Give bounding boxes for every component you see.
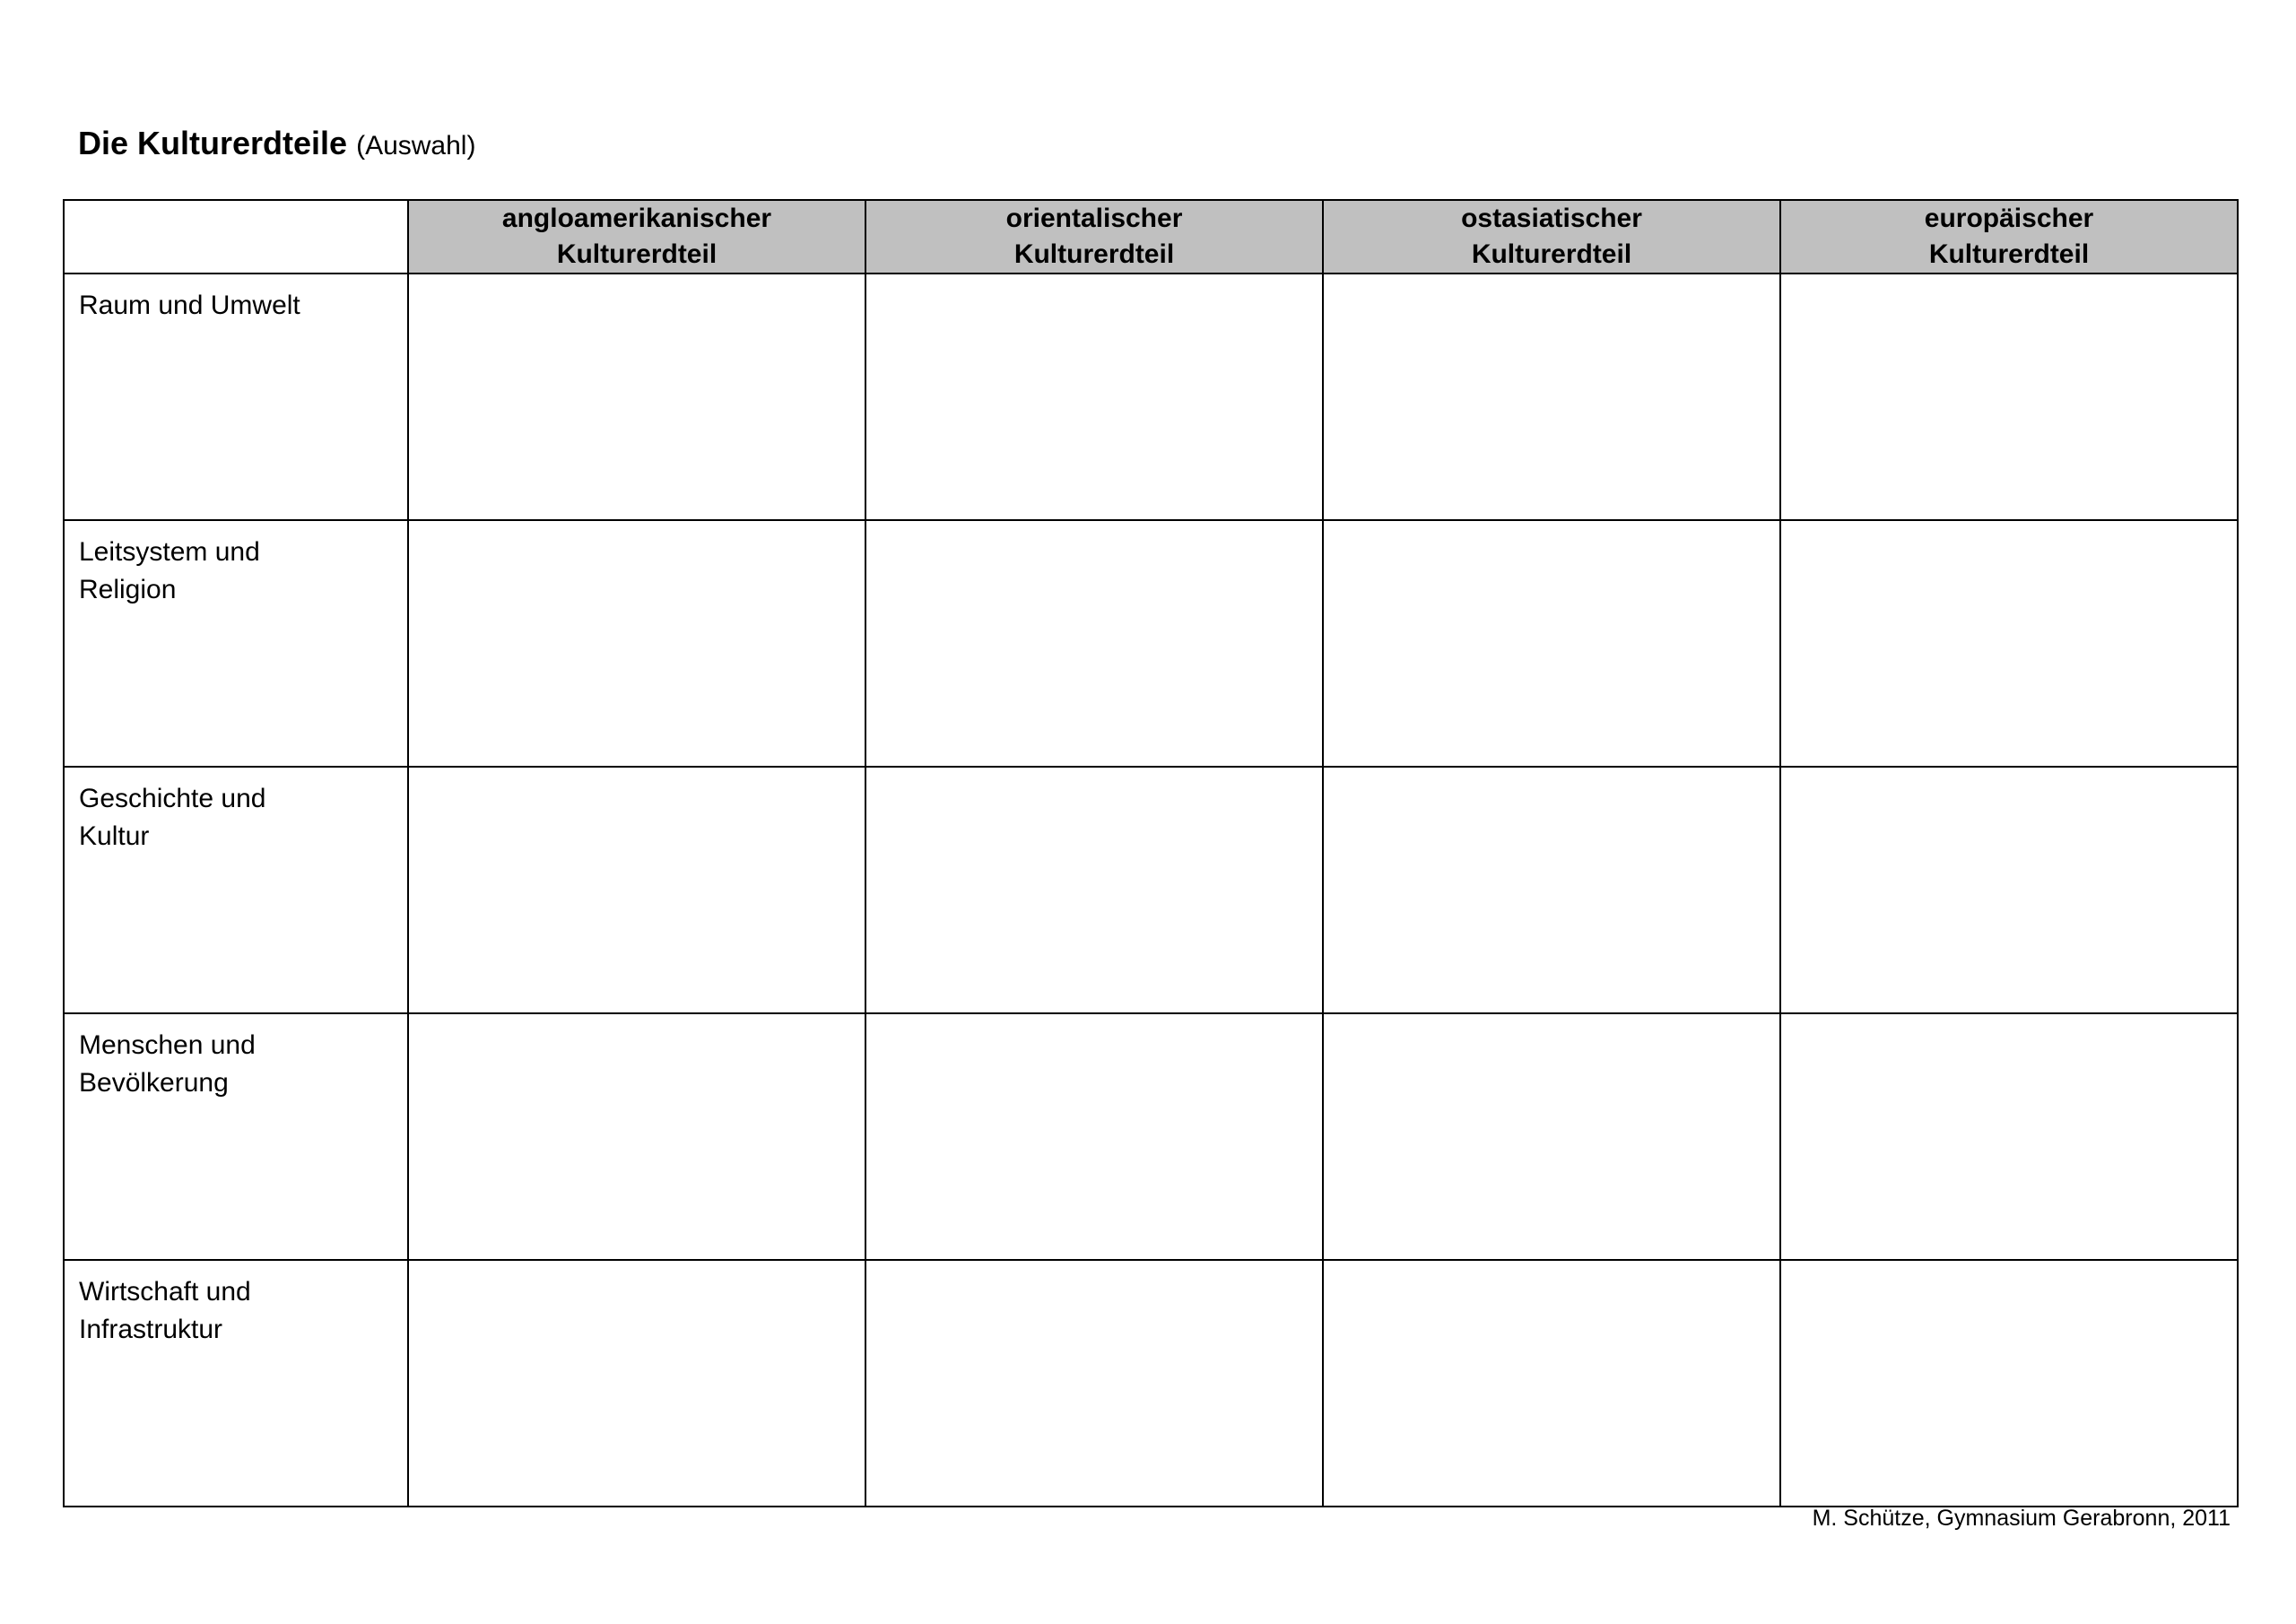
row-header-label: Menschen und Bevölkerung <box>79 1030 256 1098</box>
empty-answer-cell <box>865 1013 1323 1260</box>
column-header-label: europäischer Kulturerdteil <box>1924 204 2094 269</box>
empty-answer-cell <box>865 1260 1323 1507</box>
row-header <box>64 767 408 1013</box>
empty-answer-cell <box>1780 767 2238 1013</box>
empty-answer-cell <box>1323 520 1780 767</box>
table-row <box>64 767 2238 1013</box>
empty-answer-cell <box>408 1013 865 1260</box>
row-header <box>64 1260 408 1507</box>
column-header <box>408 200 865 274</box>
column-header <box>1323 200 1780 274</box>
empty-answer-cell <box>1323 1013 1780 1260</box>
page-title <box>78 118 475 171</box>
row-header-label: Geschichte und Kultur <box>79 784 266 851</box>
table-row <box>64 1013 2238 1260</box>
empty-answer-cell <box>865 274 1323 520</box>
empty-answer-cell <box>1780 520 2238 767</box>
empty-answer-cell <box>1780 1260 2238 1507</box>
page-title-sub: (Auswahl) <box>356 131 476 161</box>
column-header <box>1780 200 2238 274</box>
row-header <box>64 1013 408 1260</box>
column-header-label: orientalischer Kulturerdteil <box>1005 204 1183 269</box>
empty-answer-cell <box>865 520 1323 767</box>
empty-answer-cell <box>865 767 1323 1013</box>
row-header <box>64 520 408 767</box>
table-row <box>64 274 2238 520</box>
empty-answer-cell <box>1780 274 2238 520</box>
row-header-label: Leitsystem und Religion <box>79 537 260 604</box>
row-header <box>64 274 408 520</box>
column-header-label: ostasiatischer Kulturerdteil <box>1461 204 1642 269</box>
page-title-main: Die Kulturerdteile <box>78 125 348 161</box>
column-header-label: angloamerikanischer Kulturerdteil <box>501 204 772 269</box>
footer-credit: M. Schütze, Gymnasium Gerabronn, 2011 <box>1812 1506 2231 1531</box>
empty-answer-cell <box>1323 274 1780 520</box>
table-corner-cell <box>64 200 408 274</box>
table-row <box>64 520 2238 767</box>
empty-answer-cell <box>1323 767 1780 1013</box>
table-header-row <box>64 200 2238 274</box>
table-row <box>64 1260 2238 1507</box>
empty-answer-cell <box>408 1260 865 1507</box>
row-header-label: Raum und Umwelt <box>79 291 300 320</box>
empty-answer-cell <box>1323 1260 1780 1507</box>
empty-answer-cell <box>1780 1013 2238 1260</box>
empty-answer-cell <box>408 767 865 1013</box>
column-header <box>865 200 1323 274</box>
empty-answer-cell <box>408 274 865 520</box>
row-header-label: Wirtschaft und Infrastruktur <box>79 1277 251 1344</box>
empty-answer-cell <box>408 520 865 767</box>
kulturerdteile-table <box>63 199 2239 1507</box>
